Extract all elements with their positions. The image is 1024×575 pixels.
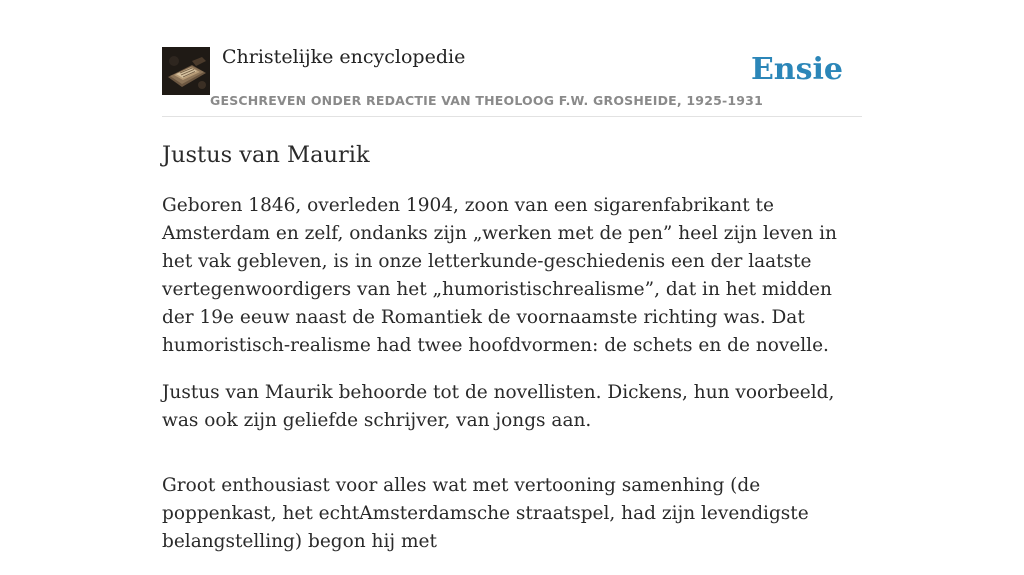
article-title: Justus van Maurik bbox=[162, 142, 370, 168]
site-subtitle: GESCHREVEN ONDER REDACTIE VAN THEOLOOG F.W. GROSHEIDE, 1925-1931 bbox=[210, 93, 763, 108]
encyclopedia-avatar[interactable] bbox=[162, 47, 210, 95]
ensie-logo-link[interactable]: Ensie bbox=[750, 52, 843, 87]
article-paragraph: Geboren 1846, overleden 1904, zoon van een sigarenfabrikant te Amsterdam en zelf, ondanks zijn „werken met de pen” heel zijn leven in het vak gebleven, is in onze letterkunde-geschiedenis een der laatste vertegenwoordigers van het „humoristischrealisme”, dat in het midden der 19e eeuw naast de Romantiek de voornaamste richting was. Dat humoristisch-realisme had twee hoofdvormen: de schets en de novelle. bbox=[162, 195, 837, 356]
book-photo-icon bbox=[162, 47, 210, 95]
site-title[interactable]: Christelijke encyclopedie bbox=[222, 46, 466, 68]
article bbox=[162, 138, 862, 575]
site-header bbox=[162, 45, 862, 117]
article-paragraph: Justus van Maurik behoorde tot de novellisten. Dickens, hun voorbeeld, was ook zijn geliefde schrijver, van jongs aan. bbox=[162, 382, 835, 431]
article-paragraph: Groot enthousiast voor alles wat met vertooning samenhing (de poppenkast, het echtAmsterdamsche straatspel, had zijn levendigste belangstelling) begon hij met bbox=[162, 475, 809, 552]
